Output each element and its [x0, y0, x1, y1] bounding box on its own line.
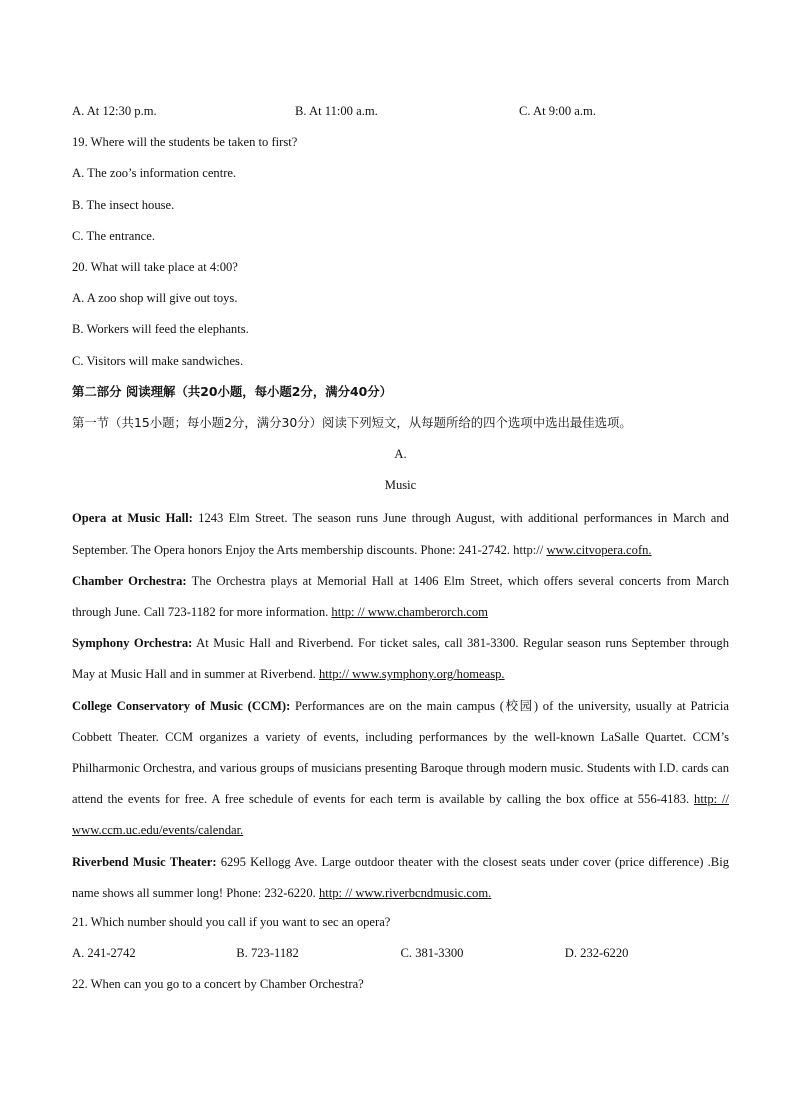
- entry-opera-link[interactable]: www.citvopera.cofn.: [546, 542, 652, 557]
- passage-letter: A.: [394, 447, 407, 462]
- q21-option-a: A. 241-2742: [72, 946, 136, 961]
- entry-symphony-name: Symphony Orchestra:: [72, 636, 193, 651]
- q21-question: 21. Which number should you call if you want to sec an opera?: [72, 915, 391, 930]
- entry-opera-text: 1243 Elm Street. The season runs June through August, with additional performances in March and September. The Opera honors Enjoy the Arts membership discounts. Phone: 241-2742. http://: [72, 511, 729, 557]
- entry-chamber-link[interactable]: http: // www.chamberorch.com: [331, 605, 488, 620]
- entry-ccm: [72, 691, 729, 847]
- q20-question: 20. What will take place at 4:00?: [72, 259, 238, 274]
- section1-instructions: 第一节（共15小题；每小题2分，满分30分）阅读下列短文，从每题所给的四个选项中选出最佳选项。: [72, 414, 632, 430]
- q21-option-c: C. 381-3300: [400, 946, 464, 961]
- q21-option-d: D. 232-6220: [564, 946, 629, 961]
- q22-question: 22. When can you go to a concert by Chamber Orchestra?: [72, 977, 364, 992]
- entry-riverbend-name: Riverbend Music Theater:: [72, 854, 217, 869]
- q18-options: [72, 98, 729, 129]
- passage-title: Music: [384, 478, 417, 493]
- entry-chamber-name: Chamber Orchestra:: [72, 573, 187, 588]
- entry-ccm-name: College Conservatory of Music (CCM):: [72, 698, 291, 713]
- entry-symphony-link[interactable]: http:// www.symphony.org/homeasp.: [318, 667, 505, 682]
- q19-question: 19. Where will the students be taken to first?: [72, 135, 298, 150]
- entry-ccm-text: Performances are on the main campus (校园) of the university, usually at Patricia Cobbett Theater. CCM organizes a variety of events, including performances by the well-known LaSalle Quartet. CCM’s Philharmonic Orchestra, and various groups of musicians presenting Baroque through modern music. Students with I.D. cards can attend the events for free. A free schedule of events for each term is available by calling the box office at 556-4183.: [72, 698, 729, 807]
- q19-option-c: C. The entrance.: [72, 228, 155, 243]
- entry-opera-name: Opera at Music Hall:: [72, 511, 193, 526]
- q21-option-b: B. 723-1182: [236, 946, 299, 961]
- entry-opera: [72, 503, 729, 565]
- entry-ccm-link[interactable]: http: // www.ccm.uc.edu/events/calendar.: [72, 792, 729, 838]
- entry-symphony: [72, 628, 729, 690]
- entry-symphony-text: At Music Hall and Riverbend. For ticket sales, call 381-3300. Regular season runs September through May at Music Hall and in summer at Riverbend.: [72, 636, 729, 682]
- q19-option-b: B. The insect house.: [72, 197, 175, 212]
- q18-option-a: A. At 12:30 p.m.: [72, 104, 157, 118]
- entry-chamber: [72, 566, 729, 628]
- q20-option-b: B. Workers will feed the elephants.: [72, 322, 249, 337]
- exam-page: [72, 98, 729, 1003]
- q20-option-c: C. Visitors will make sandwiches.: [72, 353, 244, 368]
- entry-riverbend-text: 6295 Kellogg Ave. Large outdoor theater with the closest seats under cover (price difference) .Big name shows all summer long! Phone: 232-6220.: [72, 854, 730, 900]
- q18-option-b: B. At 11:00 a.m.: [295, 104, 378, 118]
- q20-option-a: A. A zoo shop will give out toys.: [72, 291, 238, 306]
- entry-riverbend-link[interactable]: http: // www.riverbcndmusic.com.: [318, 885, 492, 900]
- q18-option-c: C. At 9:00 a.m.: [519, 104, 596, 118]
- part2-heading: 第二部分 阅读理解（共20小题，每小题2分，满分40分）: [72, 383, 393, 399]
- q21-options: [72, 940, 729, 971]
- entry-riverbend: [72, 847, 729, 909]
- q19-option-a: A. The zoo’s information centre.: [72, 166, 237, 181]
- entry-chamber-text: The Orchestra plays at Memorial Hall at 1406 Elm Street, which offers several concerts from March through June. Call 723-1182 for more information.: [72, 573, 729, 620]
